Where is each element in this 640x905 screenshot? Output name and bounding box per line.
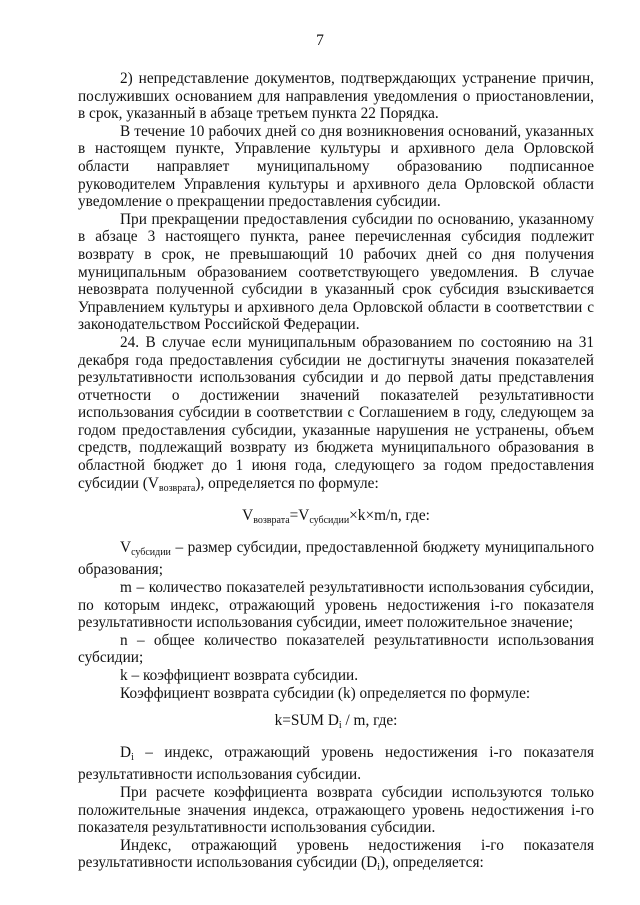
definition-k: k – коэффициент возврата субсидии. (120, 667, 359, 684)
formula-k-a: k=SUM D (274, 712, 339, 730)
page-number: 7 (316, 32, 324, 49)
paragraph-positive-values: При расчете коэффициента возврата субсидии используются только положительные значения индекса, отражающего уровень недостижения i-го показателя результативности использования субсидии. (78, 783, 594, 837)
paragraph-non-submission: 2) непредставление документов, подтверждающих устранение причин, послуживших основанием для направления уведомления о приостановлении, в срок, указанный в абзаце третьем пункта 22 Порядка. (78, 70, 594, 123)
formula-rest: ×k×m/n, где: (349, 507, 430, 525)
formula-k (78, 712, 594, 735)
index-tail: ), определяется: (379, 854, 484, 872)
formula-v: V (242, 507, 254, 525)
def-di-main: D (120, 743, 132, 761)
paragraph-index (78, 837, 594, 877)
paragraph-24 (78, 334, 594, 497)
def-di-text: – индекс, отражающий уровень недостижения i-го показателя результативности использования субсидии. (78, 743, 594, 784)
paragraph-24-text: 24. В случае если муниципальным образованием по состоянию на 31 декабря года предоставления субсидии не достигнуты значения показателей результативности использования субсидии и до первой даты представления отчетности о достижении значений показателей результативности использования субсидии в соответствии с Соглашением в году, следующем за годом предоставления субсидии, указанные нарушения не устранены, объем средств, подлежащий возврату из бюджета муниципального образования в областной бюджет до 1 июня года, следующего за годом предоставления субсидии (V (78, 333, 594, 492)
paragraph-24-tail: ), определяется по формуле: (195, 474, 379, 492)
formula-eq: =V (289, 507, 310, 525)
subscript-return: возврата (158, 482, 196, 494)
paragraph-notification: В течение 10 рабочих дней со дня возникновения оснований, указанных в настоящем пункте, Управление культуры и архивного дела Орловской области направляет муниципальному образованию подписанное руководителем Управления культуры и архивного дела Орловской области уведомление о прекращении предоставления субсидии. (78, 122, 594, 211)
document-body (78, 70, 594, 877)
formula-sub-subsidy: субсидии (309, 515, 350, 527)
def-di-sub: i (131, 751, 134, 763)
def-v-sub: субсидии (131, 546, 171, 558)
formula-sub-return: возврата (253, 515, 290, 527)
formula-k-sub: i (338, 720, 342, 732)
paragraph-refund: При прекращении предоставления субсидии по основанию, указанному в абзаце 3 настоящего пункта, ранее перечисленная субсидия подлежит возврату в срок, не превышающий 10 рабочих дней со дня получения муниципальным образованием соответствующего уведомления. В случае невозврата полученной субсидии в указанный срок субсидия взыскивается Управлением культуры и архивного дела Орловской области в соответствии с законодательством Российской Федерации. (78, 210, 594, 334)
def-v-text: – размер субсидии, предоставленной бюджету муниципального образования; (78, 538, 594, 579)
formula-k-b: / m, где: (341, 712, 398, 730)
definition-di (78, 744, 594, 784)
index-sub: i (377, 862, 380, 874)
definition-v-subsidy (78, 539, 594, 579)
def-v-main: V (120, 538, 132, 556)
k-formula-intro: Коэффициент возврата субсидии (k) определяется по формуле: (120, 684, 531, 702)
definition-n: n – общее количество показателей результативности использования субсидии; (78, 631, 594, 667)
index-text: Индекс, отражающий уровень недостижения i-го показателя результативности использования субсидии (D (78, 836, 594, 872)
definition-m: m – количество показателей результативности использования субсидии, по которым индекс, отражающий уровень недостижения i-го показателя результативности использования субсидии, имеет положительное значение; (78, 579, 594, 632)
formula-return-volume (78, 507, 594, 530)
